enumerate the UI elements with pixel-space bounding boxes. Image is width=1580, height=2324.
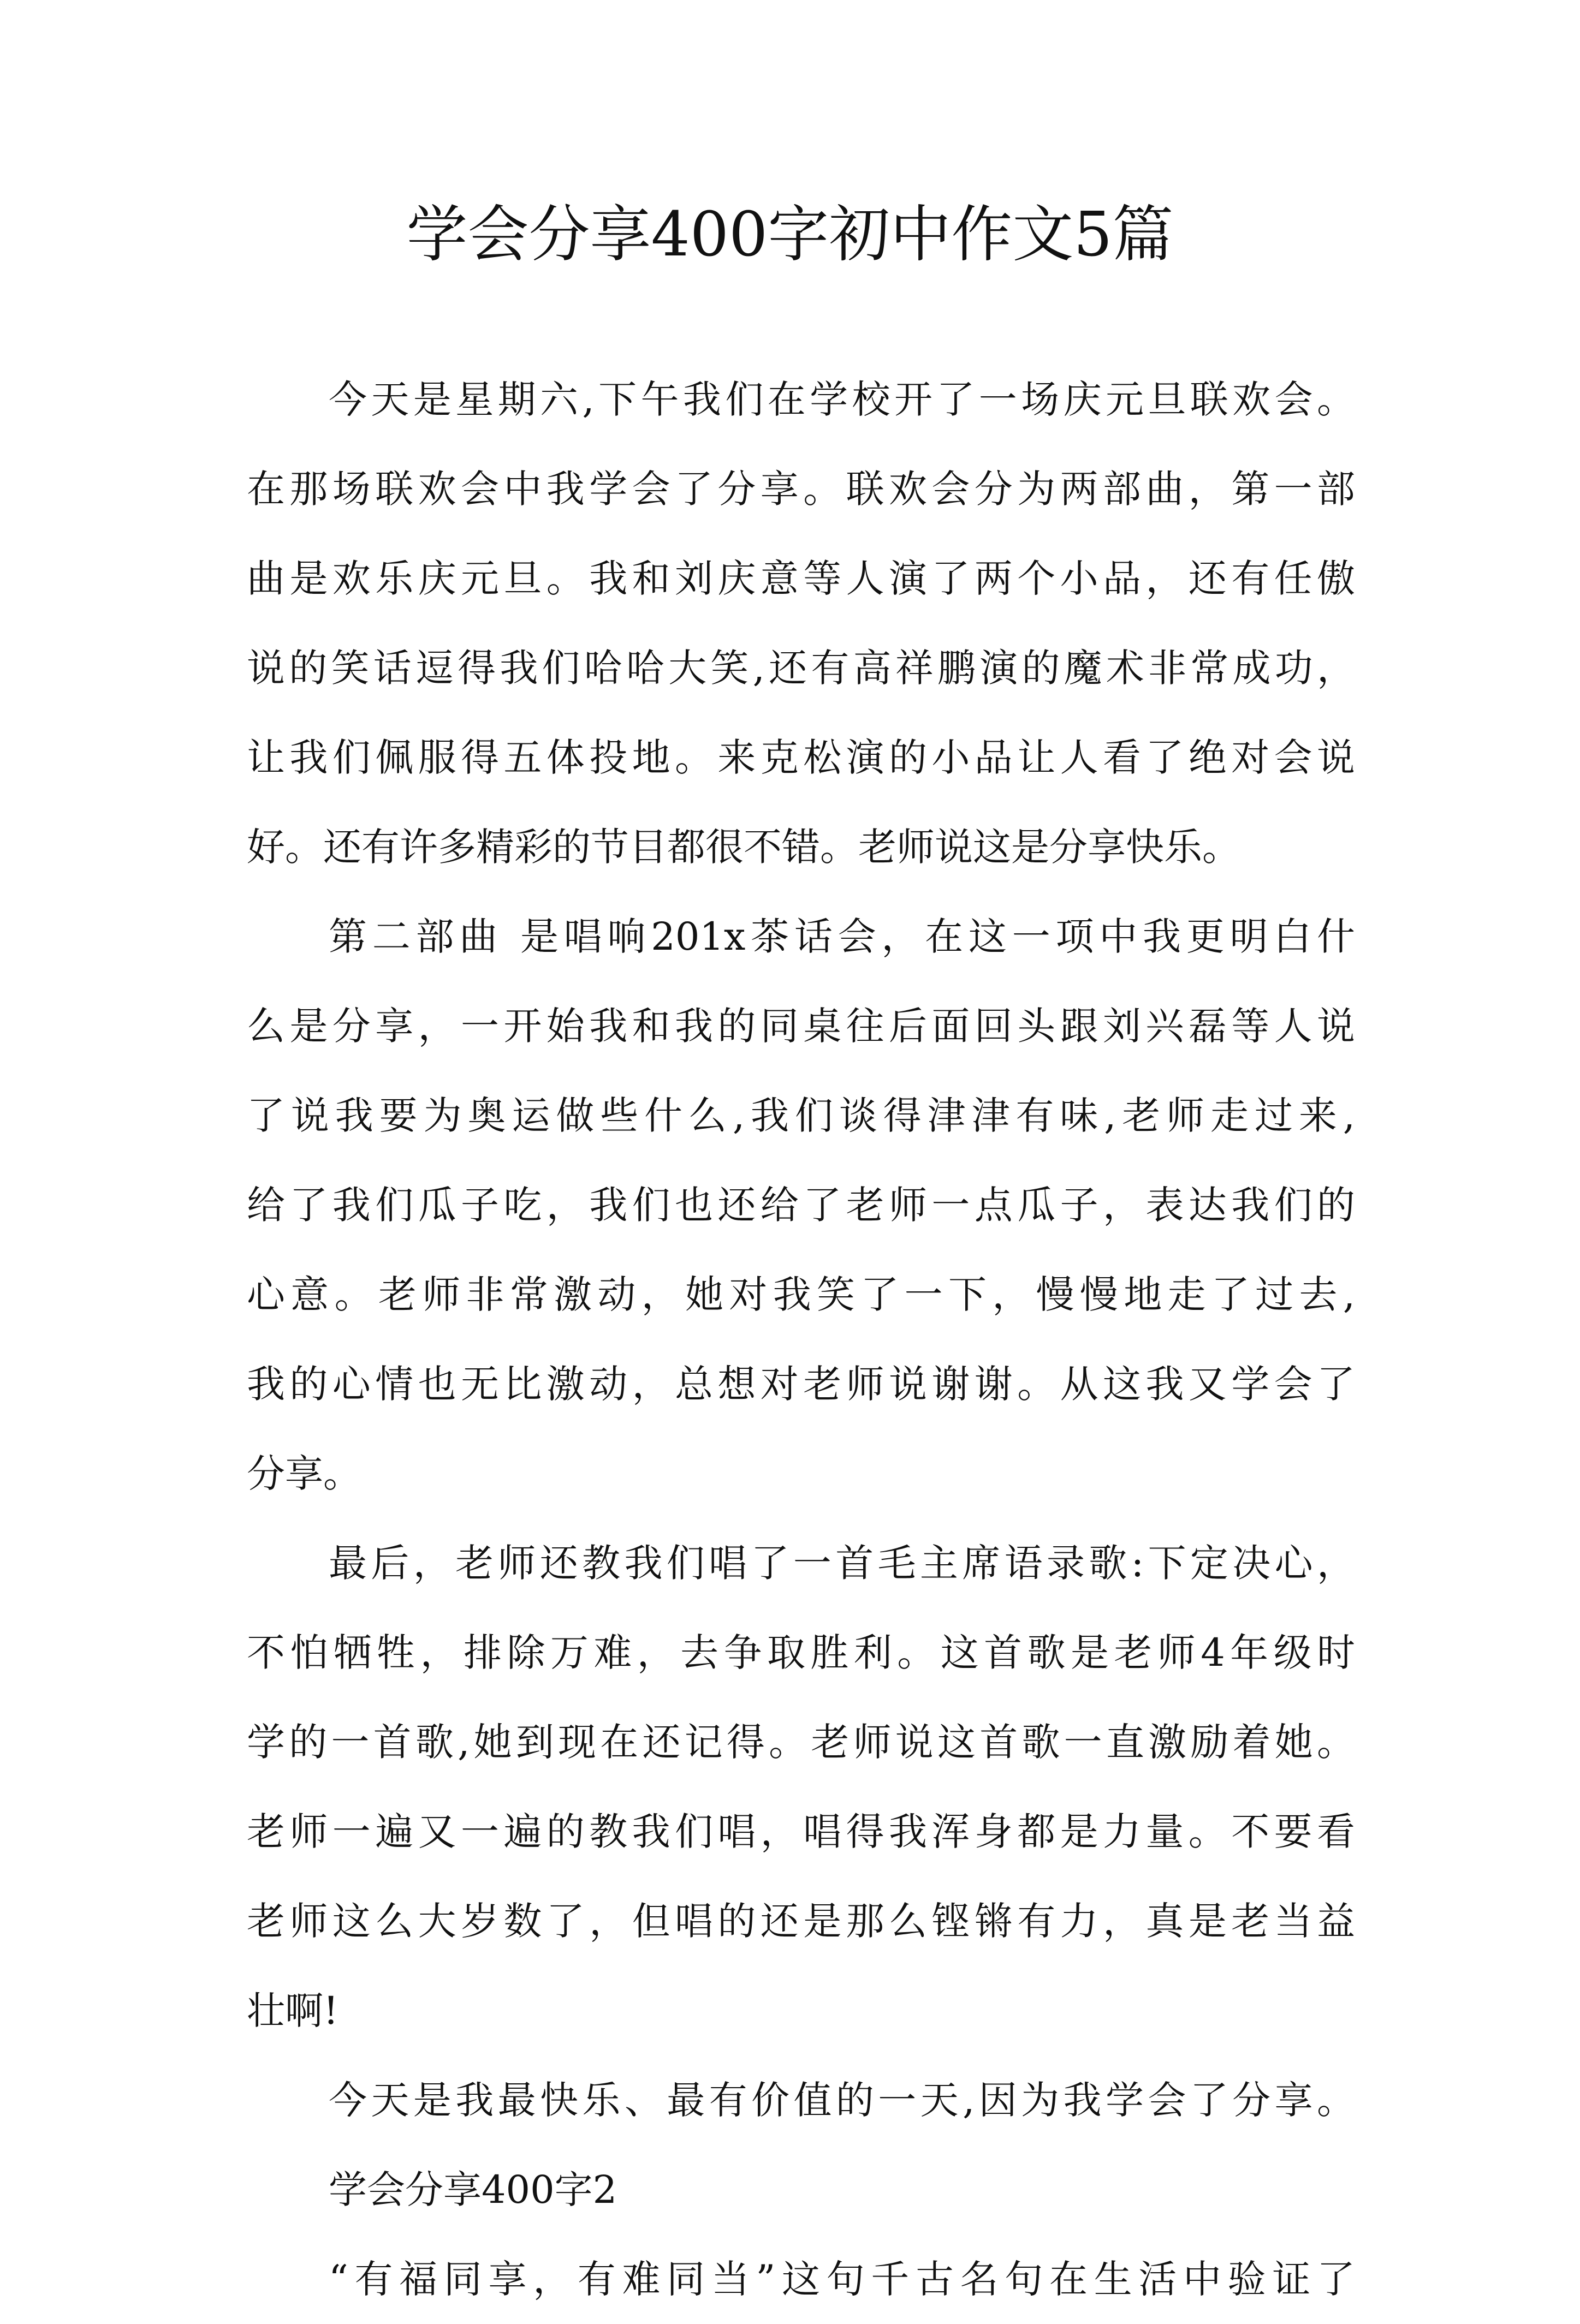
- text-line: 老师一遍又一遍的教我们唱，唱得我浑身都是力量。不要看: [247, 1809, 1355, 1854]
- text-line: 给了我们瓜子吃，我们也还给了老师一点瓜子，表达我们的: [247, 1183, 1355, 1227]
- text-line: 学的一首歌,她到现在还记得。老师说这首歌一直激励着她。: [247, 1720, 1355, 1765]
- text-line: 在那场联欢会中我学会了分享。联欢会分为两部曲，第一部: [247, 467, 1355, 511]
- text-line: 分享。: [247, 1451, 361, 1496]
- text-line: 最后，老师还教我们唱了一首毛主席语录歌:下定决心，: [329, 1541, 1355, 1586]
- text-line: “有福同享，有难同当”这句千古名句在生活中验证了: [329, 2257, 1355, 2302]
- document-body: [247, 355, 1355, 2324]
- text-line: 老师这么大岁数了，但唱的还是那么铿锵有力，真是老当益: [247, 1899, 1355, 1944]
- text-line: 让我们佩服得五体投地。来克松演的小品让人看了绝对会说: [247, 735, 1355, 780]
- text-line: 曲是欢乐庆元旦。我和刘庆意等人演了两个小品，还有任傲: [247, 556, 1355, 601]
- text-line: 了说我要为奥运做些什么,我们谈得津津有味,老师走过来,: [247, 1093, 1355, 1138]
- text-line: 我的心情也无比激动，总想对老师说谢谢。从这我又学会了: [247, 1362, 1355, 1407]
- text-line: 好。还有许多精彩的节目都很不错。老师说这是分享快乐。: [247, 825, 1240, 869]
- text-line: 学会分享400字2: [329, 2167, 617, 2212]
- text-line: 壮啊!: [247, 1988, 339, 2033]
- text-line: 不怕牺牲，排除万难，去争取胜利。这首歌是老师4年级时: [247, 1630, 1355, 1675]
- text-line: 今天是星期六,下午我们在学校开了一场庆元旦联欢会。: [329, 377, 1355, 422]
- text-line: 今天是我最快乐、最有价值的一天,因为我学会了分享。: [329, 2078, 1355, 2123]
- text-line: 第二部曲 是唱响201x茶话会，在这一项中我更明白什: [329, 914, 1355, 959]
- text-line: 说的笑话逗得我们哈哈大笑,还有高祥鹏演的魔术非常成功，: [247, 646, 1355, 690]
- text-line: 么是分享，一开始我和我的同桌往后面回头跟刘兴磊等人说: [247, 1004, 1355, 1048]
- document-title: 学会分享400字初中作文5篇: [406, 199, 1174, 270]
- text-line: 心意。老师非常激动，她对我笑了一下，慢慢地走了过去,: [247, 1272, 1355, 1317]
